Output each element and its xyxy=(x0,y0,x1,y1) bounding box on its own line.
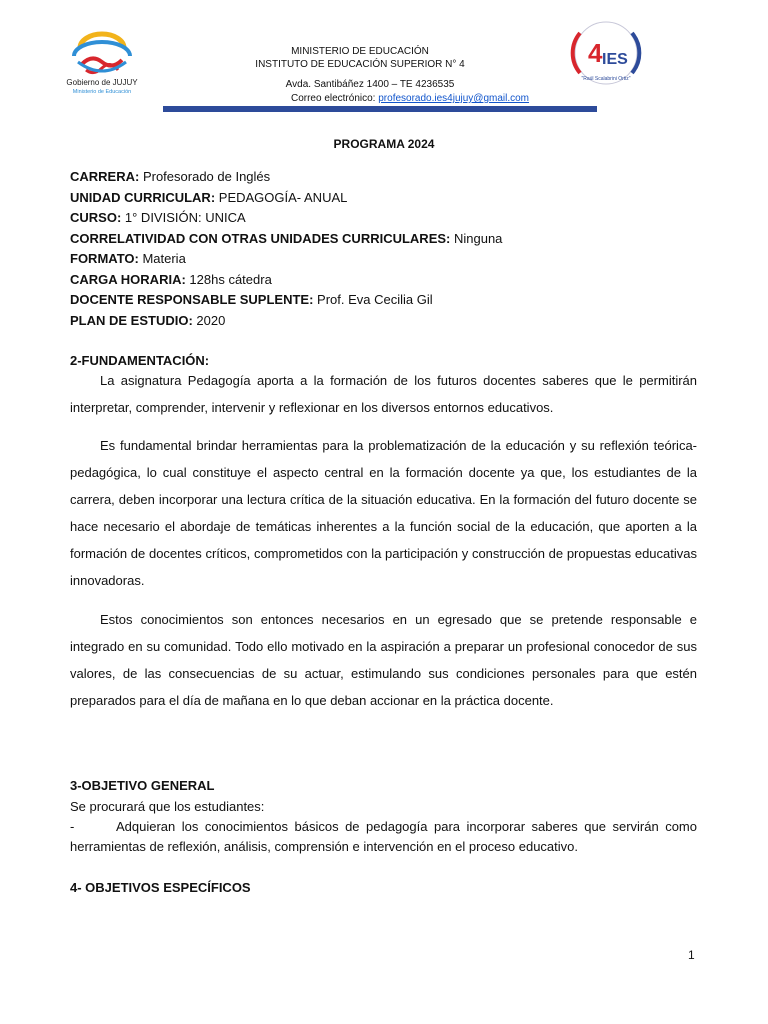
svg-text:Gobierno de JUJUY: Gobierno de JUJUY xyxy=(66,78,138,87)
document-title: PROGRAMA 2024 xyxy=(333,137,435,151)
program-fields xyxy=(70,167,502,331)
fundamentacion-paragraph-2: Es fundamental brindar herramientas para la problematización de la educación y su reflexión teórica- pedagógica, lo cual constituye el aspecto central en la formación docente ya que, los estudiantes de la carrera, deben incorporar una lectura crítica de la situación educativa. En la formación del futuro docente se hace necesario el abordaje de temáticas inherentes a la función social de la educación, que aporten a la formación de docentes críticos, comprometidos con la participación y construcción de propuestas educativas innovadoras. xyxy=(70,438,697,588)
section-objetivos-especificos-heading: 4- OBJETIVOS ESPECÍFICOS xyxy=(70,880,251,895)
svg-text:Ministerio de Educación: Ministerio de Educación xyxy=(72,89,132,95)
fundamentacion-paragraph-3: Estos conocimientos son entonces necesarios en un egresado que se pretende responsable e integrado en su comunidad. Todo ello motivado en la aspiración a preparar un profesional conocedor de sus valores, de las consecuencias de su actuar, estimulando sus condiciones personales para que estén preparados para el día de mañana en lo que deban accionar en la práctica docente. xyxy=(70,612,697,708)
svg-text:"Raúl Scalabrini Ortiz": "Raúl Scalabrini Ortiz" xyxy=(581,76,631,82)
svg-text:4: 4 xyxy=(588,38,603,68)
svg-text:IES: IES xyxy=(602,51,628,68)
field-formato: FORMATO: Materia xyxy=(70,251,186,266)
ies4-logo xyxy=(566,18,646,88)
field-carrera: CARRERA: Profesorado de Inglés xyxy=(70,169,271,184)
objetivo-general-item-text: Adquieran los conocimientos básicos de pedagogía para incorporar saberes que servirán como herramientas de reflexión, análisis, comprensión e intervención en el proceso educativo. xyxy=(70,819,697,854)
field-carga-horaria: CARGA HORARIA: 128hs cátedra xyxy=(70,271,272,287)
field-plan-estudio: PLAN DE ESTUDIO: 2020 xyxy=(70,312,226,328)
page-number: 1 xyxy=(688,948,695,962)
field-docente: DOCENTE RESPONSABLE SUPLENTE: Prof. Eva Cecilia Gil xyxy=(70,292,433,307)
header-divider xyxy=(163,106,597,112)
field-curso: CURSO: 1° DIVISIÓN: UNICA xyxy=(70,210,246,225)
fundamentacion-paragraph-1: La asignatura Pedagogía aporta a la formación de los futuros docentes saberes que le permitirán interpretar, comprender, intervenir y reflexionar en los diversos entornos educativos. xyxy=(70,373,697,415)
header-address: Avda. Santibáñez 1400 – TE 4236535 xyxy=(285,79,455,90)
field-unidad-curricular: UNIDAD CURRICULAR: PEDAGOGÍA- ANUAL xyxy=(70,189,348,205)
gobierno-jujuy-logo xyxy=(62,30,142,98)
field-correlatividad: CORRELATIVIDAD CON OTRAS UNIDADES CURRICULARES: Ninguna xyxy=(70,230,503,246)
header-institute: INSTITUTO DE EDUCACIÓN SUPERIOR N° 4 xyxy=(255,59,465,70)
email-link[interactable]: profesorado.ies4jujuy@gmail.com xyxy=(378,93,530,104)
header-email-line xyxy=(230,92,590,105)
section-fundamentacion-heading: 2-FUNDAMENTACIÓN: xyxy=(70,353,210,368)
objetivo-general-item xyxy=(70,817,697,857)
section-objetivo-general-heading: 3-OBJETIVO GENERAL xyxy=(70,778,215,793)
header-ministry: MINISTERIO DE EDUCACIÓN xyxy=(291,46,429,57)
bullet-dash: - xyxy=(70,819,75,834)
objetivo-general-intro: Se procurará que los estudiantes: xyxy=(70,799,265,814)
email-label: Correo electrónico: xyxy=(290,93,376,104)
